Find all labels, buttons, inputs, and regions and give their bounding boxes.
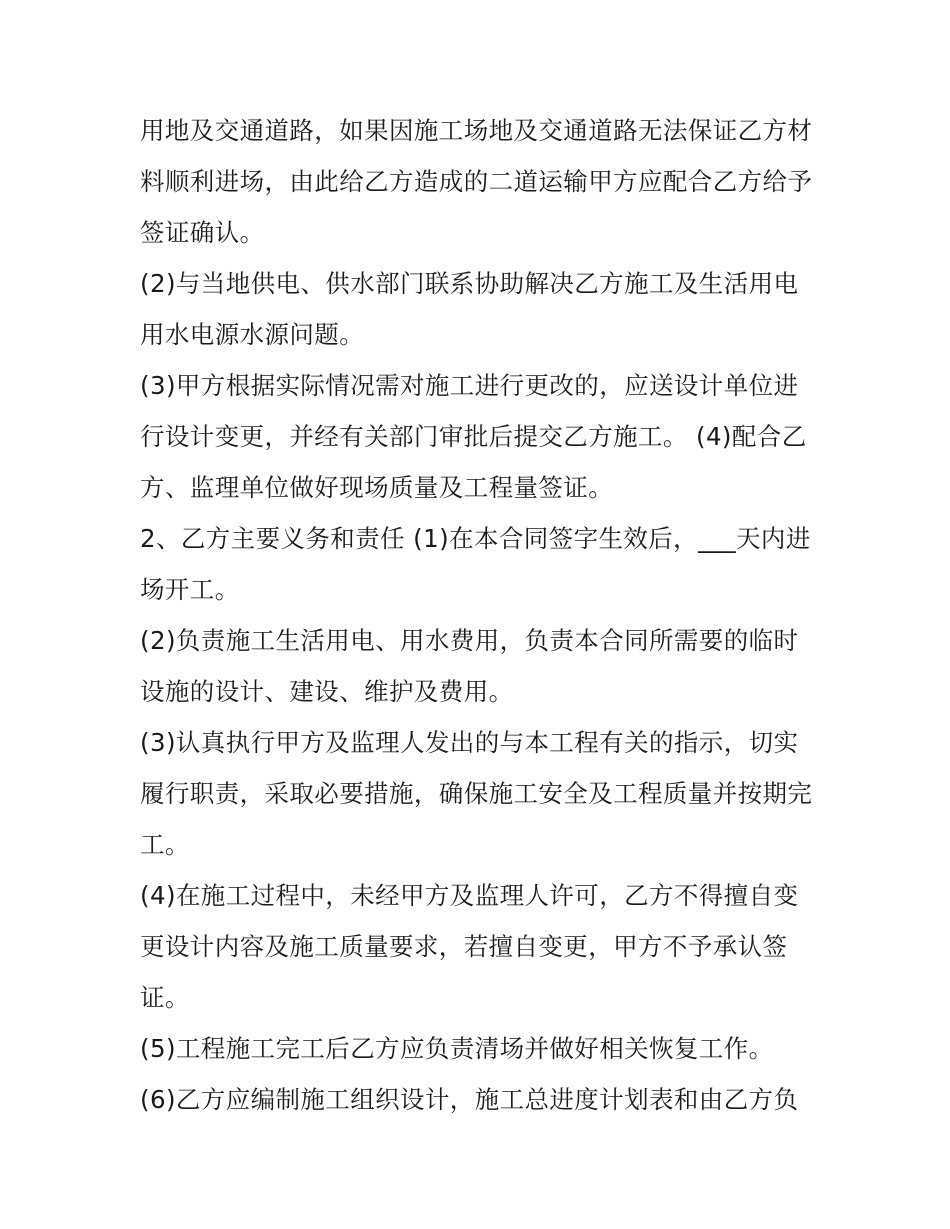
contract-text-body — [140, 105, 820, 1125]
text-line: 方、监理单位做好现场质量及工程量签证。 — [140, 473, 614, 502]
text-line: (2)负责施工生活用电、用水费用，负责本合同所需要的临时 — [140, 626, 799, 655]
text-line: 用地及交通道路，如果因施工场地及交通道路无法保证乙方材 — [140, 116, 813, 145]
text-line: (3)甲方根据实际情况需对施工进行更改的，应送设计单位进 — [140, 371, 799, 400]
text-line: 签证确认。 — [140, 218, 265, 247]
text-line: 2、乙方主要义务和责任 (1)在本合同签字生效后，___天内进 — [140, 524, 811, 553]
text-line: 工。 — [140, 830, 190, 859]
text-line: 行设计变更，并经有关部门审批后提交乙方施工。 (4)配合乙 — [140, 422, 807, 451]
text-line: 证。 — [140, 983, 190, 1012]
text-line: (5)工程施工完工后乙方应负责清场并做好相关恢复工作。 — [140, 1034, 774, 1063]
text-line: 履行职责，采取必要措施，确保施工安全及工程质量并按期完 — [140, 779, 813, 808]
text-line: 设施的设计、建设、维护及费用。 — [140, 677, 514, 706]
text-line: 用水电源水源问题。 — [140, 320, 365, 349]
text-line: 料顺利进场，由此给乙方造成的二道运输甲方应配合乙方给予 — [140, 167, 813, 196]
text-line: 更设计内容及施工质量要求，若擅自变更，甲方不予承认签 — [140, 932, 788, 961]
text-line: (3)认真执行甲方及监理人发出的与本工程有关的指示，切实 — [140, 728, 799, 757]
text-line: (2)与当地供电、供水部门联系协助解决乙方施工及生活用电 — [140, 269, 799, 298]
text-line: (4)在施工过程中，未经甲方及监理人许可，乙方不得擅自变 — [140, 881, 799, 910]
text-line: 场开工。 — [140, 575, 240, 604]
text-line: (6)乙方应编制施工组织设计，施工总进度计划表和由乙方负 — [140, 1085, 799, 1114]
